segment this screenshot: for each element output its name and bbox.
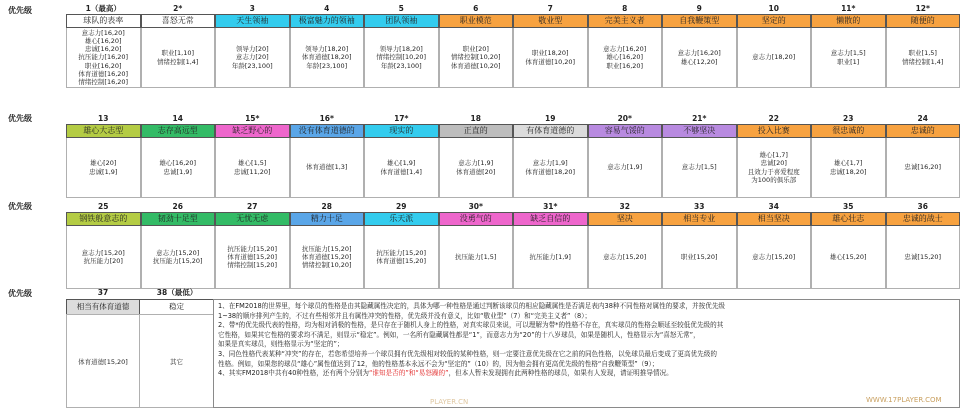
- personality-attributes: 意志力[1,5]: [662, 138, 737, 198]
- personality-name: 不够坚决: [662, 124, 737, 138]
- personality-cell: [513, 3, 588, 88]
- personality-cell: [811, 113, 886, 198]
- priority-number: 25: [98, 202, 109, 211]
- personality-cell: [439, 201, 514, 289]
- priority-number: 33: [694, 202, 705, 211]
- personality-cell: [66, 3, 141, 88]
- personality-cell: [141, 113, 216, 198]
- personality-attributes: 抗压能力[1,5]: [439, 226, 514, 289]
- personality-cell: [364, 201, 439, 289]
- personality-cell: [215, 113, 290, 198]
- personality-attributes: 意志力[1,9] 体育道德[18,20]: [513, 138, 588, 198]
- priority-number: 19: [545, 114, 556, 123]
- personality-attributes: 雄心[1,7] 忠诚[20] 且效力于喜爱程度 为100的俱乐部: [737, 138, 812, 198]
- priority-number: 20*: [617, 114, 632, 123]
- note-text: 4、其实FM2018中共有40种性格，还有两个分别为: [218, 369, 369, 378]
- priority-number: 16*: [319, 114, 334, 123]
- personality-cell: [215, 3, 290, 88]
- priority-number: 36: [917, 202, 928, 211]
- note-text: ，但本人暂未发现拥有此两种性格的球员，如果有人发现，请证明推导情况。: [448, 369, 673, 378]
- personality-cell: [141, 3, 216, 88]
- personality-name: 正直的: [439, 124, 514, 138]
- personality-attributes: 领导力[18,20] 情绪控制[10,20] 年龄[23,100]: [364, 28, 439, 88]
- note-line: [218, 369, 955, 379]
- personality-attributes: 意志力[15,20] 抗压能力[15,20]: [141, 226, 216, 289]
- personality-cell: [588, 201, 663, 289]
- personality-name: 职业模范: [439, 14, 514, 28]
- personality-attributes: 意志力[16,20] 雄心[12,20]: [662, 28, 737, 88]
- priority-number: 32: [619, 202, 630, 211]
- row-label-2: 优先级: [8, 114, 32, 123]
- priority-number: 3: [249, 4, 255, 13]
- personality-name: 自我鞭策型: [662, 14, 737, 28]
- personality-attributes: 其它: [139, 314, 214, 408]
- priority-number: 12*: [915, 4, 930, 13]
- personality-cell: [886, 201, 960, 289]
- priority-number: 15*: [245, 114, 260, 123]
- personality-cell: [290, 201, 365, 289]
- personality-name: 无忧无虑: [215, 212, 290, 226]
- priority-number: 35: [843, 202, 854, 211]
- personality-name: 相当坚决: [737, 212, 812, 226]
- note-line: 1、在FM2018的世界里，每个球员的性格是由其隐藏属性决定的，具体为哪一种性格是通过判断该球员的相应隐藏属性是否满足表内38种不同性格对属性的要求，并按优先级: [218, 302, 726, 310]
- personality-cell: [811, 201, 886, 289]
- personality-cell: [364, 113, 439, 198]
- personality-cell: [737, 201, 812, 289]
- priority-number: 1（最高）: [85, 4, 121, 13]
- note-highlight: “谁知是否的”和“易怒躁的”: [368, 369, 449, 378]
- priority-number: 31*: [543, 202, 558, 211]
- personality-name: 精力十足: [290, 212, 365, 226]
- personality-attributes: 意志力[18,20]: [737, 28, 812, 88]
- personality-row-1: [66, 3, 960, 88]
- priority-number: 38（最低）: [156, 288, 198, 297]
- personality-attributes: 意志力[16,20] 雄心[16,20] 忠诚[16,20] 抗压能力[16,20] 职业[16,20] 体育道德[16,20] 情绪控制[16,20]: [66, 28, 141, 88]
- personality-attributes: 抗压能力[15,20] 体育道德[15,20] 情绪控制[10,20]: [290, 226, 365, 289]
- personality-attributes: 意志力[15,20] 抗压能力[20]: [66, 226, 141, 289]
- personality-name: 没勇气的: [439, 212, 514, 226]
- personality-name: 稳定: [139, 299, 214, 315]
- personality-name: 团队领袖: [364, 14, 439, 28]
- note-line: 性格。例如，如果您的球员“雄心”属性值达到了12，他的性格基本永远不会为“坚定的”（10）的，因为他会拥有更高优先级的性格“自我鞭策型”（9）；: [218, 359, 659, 368]
- personality-name: 坚定的: [737, 14, 812, 28]
- personality-name: 有体育道德的: [513, 124, 588, 138]
- personality-attributes: 体育道德[15,20]: [66, 314, 140, 408]
- personality-attributes: 雄心[20] 忠诚[1,9]: [66, 138, 141, 198]
- personality-name: 相当专业: [662, 212, 737, 226]
- personality-cell: [66, 201, 141, 289]
- personality-name: 相当有体育道德: [66, 299, 140, 315]
- personality-name: 投入比赛: [737, 124, 812, 138]
- priority-number: 7: [547, 4, 553, 13]
- personality-attributes: 意志力[1,9]: [588, 138, 663, 198]
- personality-name: 没有体育道德的: [290, 124, 365, 138]
- notes-panel: [213, 299, 960, 408]
- personality-name: 随便的: [886, 14, 960, 28]
- priority-number: 8: [622, 4, 628, 13]
- personality-name: 喜怒无常: [141, 14, 216, 28]
- personality-attributes: 抗压能力[15,20] 体育道德[15,20]: [364, 226, 439, 289]
- personality-cell: [886, 3, 960, 88]
- personality-cell: [290, 3, 365, 88]
- priority-number: 27: [247, 202, 258, 211]
- personality-cell: [513, 113, 588, 198]
- priority-number: 23: [843, 114, 854, 123]
- priority-number: 30*: [468, 202, 483, 211]
- personality-name: 现实的: [364, 124, 439, 138]
- personality-attributes: 职业[1,10] 情绪控制[1,4]: [141, 28, 216, 88]
- personality-name: 雄心大志型: [66, 124, 141, 138]
- personality-attributes: 意志力[1,5] 职业[1]: [811, 28, 886, 88]
- personality-name: 缺乏自信的: [513, 212, 588, 226]
- personality-cell: [662, 201, 737, 289]
- personality-attributes: 职业[18,20] 体育道德[10,20]: [513, 28, 588, 88]
- note-line: 1~38的顺序排列产生的，不过有些相邻并且有属性冲突的性格，优先级并没有意义，比如“敬业型”（7）和“完美主义者”（8）；: [218, 311, 592, 320]
- priority-number: 26: [172, 202, 183, 211]
- personality-name: 极富魅力的领袖: [290, 14, 365, 28]
- priority-number: 29: [396, 202, 407, 211]
- personality-name: 志存高远型: [141, 124, 216, 138]
- priority-number: 34: [768, 202, 779, 211]
- row-label-1: 优先级: [8, 6, 32, 15]
- personality-attributes: 意志力[15,20]: [588, 226, 663, 289]
- personality-name: 很忠诚的: [811, 124, 886, 138]
- personality-cell: [141, 201, 216, 289]
- personality-name: 容易气馁的: [588, 124, 663, 138]
- personality-cell: [215, 201, 290, 289]
- priority-number: 17*: [394, 114, 409, 123]
- personality-name: 忠诚的: [886, 124, 960, 138]
- priority-number: 14: [172, 114, 183, 123]
- priority-number: 4: [324, 4, 330, 13]
- personality-attributes: 职业[1,5] 情绪控制[1,4]: [886, 28, 960, 88]
- priority-number: 13: [98, 114, 109, 123]
- personality-attributes: 雄心[1,9] 体育道德[1,4]: [364, 138, 439, 198]
- personality-attributes: 雄心[1,7] 忠诚[18,20]: [811, 138, 886, 198]
- note-line: 如果是真实球员，则性格显示为“坚定的”；: [218, 340, 344, 349]
- personality-row-2: [66, 113, 960, 198]
- personality-name: 韧劲十足型: [141, 212, 216, 226]
- watermark-logo: WWW.17PLAYER.COM: [866, 396, 942, 404]
- personality-attributes: 忠诚[16,20]: [886, 138, 960, 198]
- personality-attributes: 体育道德[1,3]: [290, 138, 365, 198]
- personality-attributes: 雄心[1,5] 忠诚[11,20]: [215, 138, 290, 198]
- personality-name: 雄心壮志: [811, 212, 886, 226]
- personality-name: 钢铁般意志的: [66, 212, 141, 226]
- personality-attributes: 领导力[18,20] 体育道德[18,20] 年龄[23,100]: [290, 28, 365, 88]
- personality-name: 坚决: [588, 212, 663, 226]
- priority-number: 10: [768, 4, 779, 13]
- personality-attributes: 忠诚[15,20]: [886, 226, 960, 289]
- personality-attributes: 意志力[15,20]: [737, 226, 812, 289]
- personality-attributes: 意志力[1,9] 体育道德[20]: [439, 138, 514, 198]
- personality-name: 懒散的: [811, 14, 886, 28]
- personality-cell: [662, 3, 737, 88]
- personality-cell: [886, 113, 960, 198]
- personality-attributes: 领导力[20] 意志力[20] 年龄[23,100]: [215, 28, 290, 88]
- priority-number: 24: [917, 114, 928, 123]
- personality-attributes: 职业[20] 情绪控制[10,20] 体育道德[10,20]: [439, 28, 514, 88]
- personality-cell: [66, 113, 141, 198]
- priority-number: 9: [696, 4, 702, 13]
- personality-cell: [662, 113, 737, 198]
- personality-name: 忠诚的战士: [886, 212, 960, 226]
- personality-cell: [588, 3, 663, 88]
- personality-attributes: 抗压能力[1,9]: [513, 226, 588, 289]
- personality-name: 天生领袖: [215, 14, 290, 28]
- personality-attributes: 雄心[15,20]: [811, 226, 886, 289]
- priority-number: 22: [768, 114, 779, 123]
- personality-cell: [364, 3, 439, 88]
- priority-number: 11*: [841, 4, 856, 13]
- personality-row-3: [66, 201, 960, 289]
- personality-cell: [439, 113, 514, 198]
- personality-name: 缺乏野心的: [215, 124, 290, 138]
- row-label-4: 优先级: [8, 289, 32, 298]
- priority-number: 28: [321, 202, 332, 211]
- personality-attributes: 抗压能力[15,20] 体育道德[15,20] 情绪控制[15,20]: [215, 226, 290, 289]
- priority-number: 6: [473, 4, 479, 13]
- personality-name: 敬业型: [513, 14, 588, 28]
- priority-number: 21*: [692, 114, 707, 123]
- personality-cell: [290, 113, 365, 198]
- personality-cell: [439, 3, 514, 88]
- personality-attributes: 意志力[16,20] 雄心[16,20] 职业[16,20]: [588, 28, 663, 88]
- personality-name: 完美主义者: [588, 14, 663, 28]
- watermark-center: PLAYER.CN: [430, 398, 469, 406]
- note-line: 2、带*的优先级代表的性格，均为相对消极的性格，是只存在于随机人身上的性格，对真实球员来说，可以理解为带*的性格不存在，真实球员的性格会顺延至较低优先级的其: [218, 321, 724, 330]
- personality-cell: [811, 3, 886, 88]
- personality-attributes: 雄心[16,20] 忠诚[1,9]: [141, 138, 216, 198]
- row-label-3: 优先级: [8, 202, 32, 211]
- priority-number: 18: [470, 114, 481, 123]
- note-line: 它性格，如果其它性格的要求均不满足，则显示“稳定”。例如，一名所有隐藏属性都是“1”，而意志力为“20”的十八岁球员，如果是随机人，性格显示为“喜怒无常”，: [218, 330, 700, 339]
- personality-name: 球队的表率: [66, 14, 141, 28]
- priority-number: 5: [398, 4, 404, 13]
- personality-cell: [588, 113, 663, 198]
- personality-name: 乐天派: [364, 212, 439, 226]
- priority-number: 2*: [173, 4, 183, 13]
- priority-number: 37: [97, 288, 109, 297]
- personality-cell: [737, 3, 812, 88]
- note-line: 3、同色性格代表某种“冲突”的存在，若您希望培养一个球员拥有优先级相对较低的某种性格，则一定要注意优先级在它之前的同色性格，以免球员最后变成了更高优先级的: [218, 349, 717, 358]
- personality-cell: [513, 201, 588, 289]
- personality-cell: [737, 113, 812, 198]
- personality-attributes: 职业[15,20]: [662, 226, 737, 289]
